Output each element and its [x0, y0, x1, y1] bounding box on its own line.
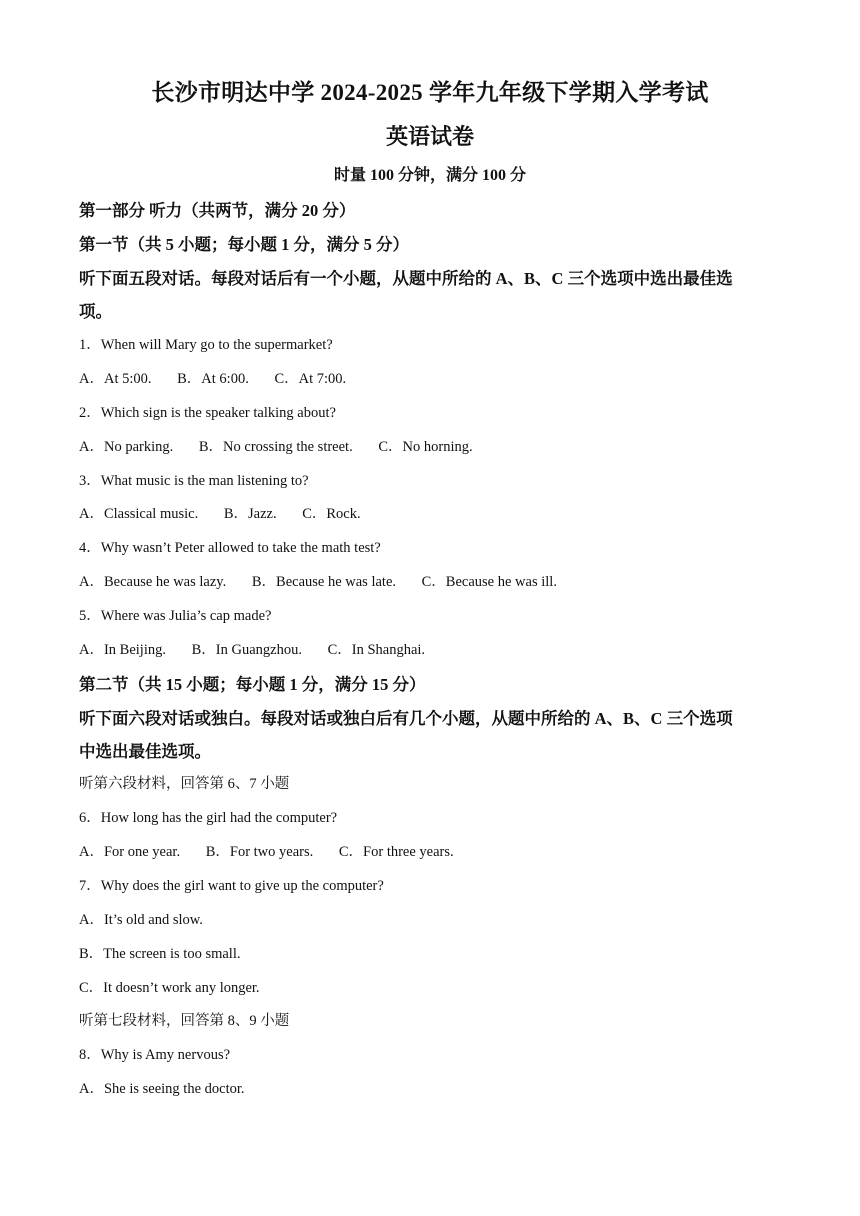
question-7-option-c: C．It doesn’t work any longer. — [79, 980, 260, 996]
question-1: 1．When will Mary go to the supermarket? — [79, 337, 333, 353]
question-7-option-b: B．The screen is too small. — [79, 946, 241, 962]
option-a: A．At 5:00. — [79, 371, 152, 387]
section1-heading: 第一节（共 5 小题；每小题 1 分，满分 5 分） — [79, 235, 409, 254]
section2-heading: 第二节（共 15 小题；每小题 1 分，满分 15 分） — [79, 675, 426, 694]
section1-instruction-1: 听下面五段对话。每段对话后有一个小题，从题中所给的 A、B、C 三个选项中选出最佳选 — [79, 269, 733, 288]
option-b: B．Jazz. — [223, 506, 277, 522]
question-3-options — [79, 502, 383, 523]
option-c: C．In Shanghai. — [327, 642, 426, 658]
question-6-options — [79, 840, 476, 861]
material-note-6-7: 听第六段材料，回答第 6、7 小题 — [79, 776, 290, 792]
option-b: B．Because he was late. — [251, 574, 397, 590]
question-2-options — [79, 435, 495, 456]
question-8: 8．Why is Amy nervous? — [79, 1047, 231, 1063]
time-info: 时量 100 分钟，满分 100 分 — [333, 167, 526, 184]
option-a: A．In Beijing. — [79, 642, 166, 658]
question-2: 2．Which sign is the speaker talking about? — [79, 405, 336, 421]
section2-instruction-1: 听下面六段对话或独白。每段对话或独白后有几个小题，从题中所给的 A、B、C 三个选项 — [79, 709, 733, 728]
option-b: B．At 6:00. — [177, 371, 249, 387]
question-6: 6．How long has the girl had the computer? — [79, 810, 338, 826]
option-c: C．Because he was ill. — [421, 574, 557, 590]
question-1-options — [79, 367, 368, 388]
question-4-options — [79, 570, 579, 591]
exam-title: 长沙市明达中学 2024-2025 学年九年级下学期入学考试 — [151, 80, 709, 105]
question-4: 4．Why wasn’t Peter allowed to take the math test? — [79, 540, 381, 556]
option-a: A．For one year. — [79, 844, 181, 860]
option-c: C．Rock. — [302, 506, 361, 522]
exam-subtitle: 英语试卷 — [385, 124, 474, 149]
question-3: 3．What music is the man listening to? — [79, 473, 309, 489]
option-a: A．No parking. — [79, 439, 174, 455]
option-c: C．No horning. — [378, 439, 473, 455]
option-c: C．For three years. — [338, 844, 454, 860]
question-5: 5．Where was Julia’s cap made? — [79, 608, 272, 624]
section2-instruction-2: 中选出最佳选项。 — [79, 742, 211, 761]
question-7-option-a: A．It’s old and slow. — [79, 912, 203, 928]
section1-instruction-2: 项。 — [79, 302, 112, 321]
option-b: B．For two years. — [205, 844, 314, 860]
option-b: B．No crossing the street. — [198, 439, 353, 455]
question-7: 7．Why does the girl want to give up the computer? — [79, 878, 384, 894]
option-a: A．Classical music. — [79, 506, 199, 522]
material-note-8-9: 听第七段材料，回答第 8、9 小题 — [79, 1013, 290, 1029]
option-c: C．At 7:00. — [274, 371, 347, 387]
question-8-option-a: A．She is seeing the doctor. — [79, 1081, 245, 1097]
option-b: B．In Guangzhou. — [191, 642, 302, 658]
part1-heading: 第一部分 听力（共两节，满分 20 分） — [79, 201, 356, 220]
question-5-options — [79, 638, 447, 659]
option-a: A．Because he was lazy. — [79, 574, 227, 590]
